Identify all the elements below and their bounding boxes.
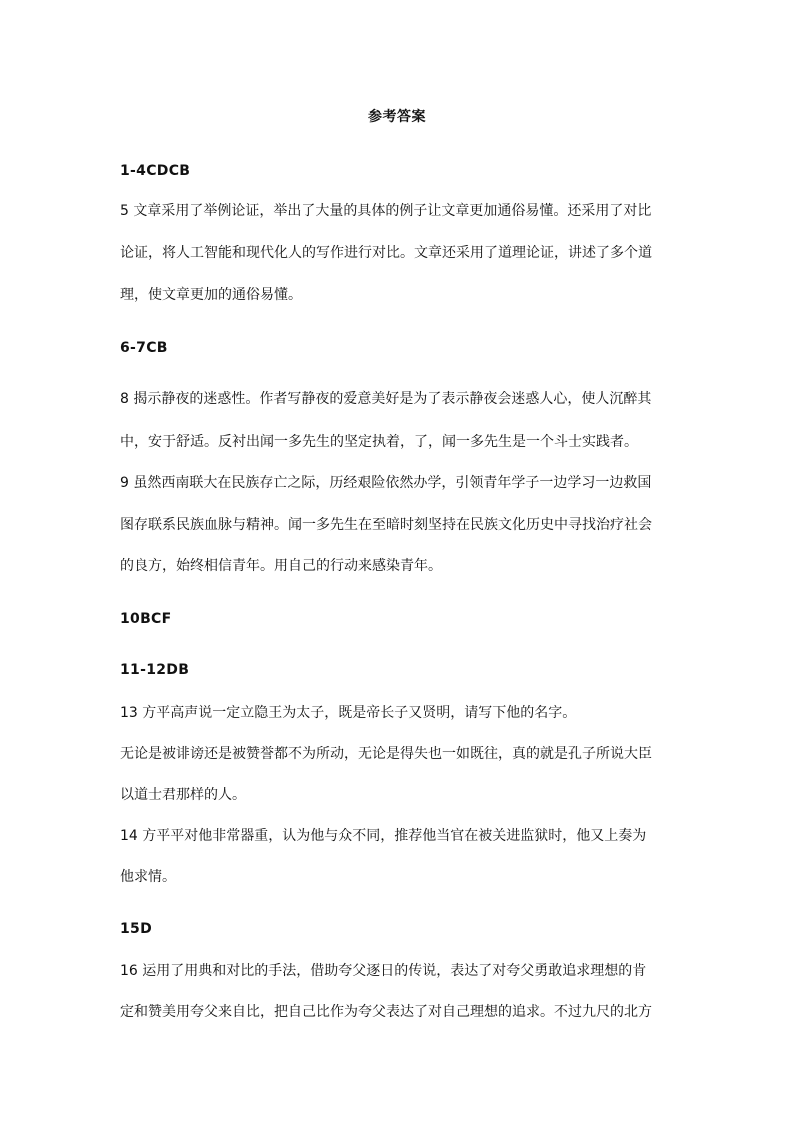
answer-line-10: 10BCF bbox=[120, 611, 172, 627]
answer-line-5-c: 理，使文章更加的通俗易懂。 bbox=[120, 287, 302, 303]
answer-line-9-b: 图存联系民族血脉与精神。闻一多先生在至暗时刻坚持在民族文化历史中寻找治疗社会 bbox=[120, 517, 652, 533]
answer-line-14-a: 14 方平平对他非常器重，认为他与众不同，推荐他当官在被关进监狱时，他又上奏为 bbox=[120, 828, 647, 844]
answer-line-5-b: 论证，将人工智能和现代化人的写作进行对比。文章还采用了道理论证，讲述了多个道 bbox=[120, 245, 652, 261]
answer-line-6-7: 6-7CB bbox=[120, 340, 168, 356]
answer-line-13-b: 无论是被诽谤还是被赞誉都不为所动，无论是得失也一如既往，真的就是孔子所说大臣 bbox=[120, 746, 652, 762]
answer-line-14-b: 他求情。 bbox=[120, 869, 176, 885]
answer-line-11-12: 11-12DB bbox=[120, 662, 190, 678]
answer-line-13-a: 13 方平高声说一定立隐王为太子，既是帝长子又贤明，请写下他的名字。 bbox=[120, 705, 577, 721]
answer-line-16-b: 定和赞美用夸父来自比，把自己比作为夸父表达了对自己理想的追求。不过九尺的北方 bbox=[120, 1004, 652, 1020]
answer-line-15: 15D bbox=[120, 921, 153, 937]
answer-line-9-c: 的良方，始终相信青年。用自己的行动来感染青年。 bbox=[120, 558, 442, 574]
page-title: 参考答案 bbox=[368, 109, 426, 125]
answer-line-8-a: 8 揭示静夜的迷惑性。作者写静夜的爱意美好是为了表示静夜会迷惑人心，使人沉醉其 bbox=[120, 391, 652, 407]
answer-line-1-4: 1-4CDCB bbox=[120, 163, 191, 179]
answer-line-9-a: 9 虽然西南联大在民族存亡之际，历经艰险依然办学，引领青年学子一边学习一边救国 bbox=[120, 475, 652, 491]
answer-line-13-c: 以道士君那样的人。 bbox=[120, 787, 246, 803]
answer-line-16-a: 16 运用了用典和对比的手法，借助夸父逐日的传说，表达了对夸父勇敢追求理想的肯 bbox=[120, 963, 647, 979]
answer-line-5-a: 5 文章采用了举例论证，举出了大量的具体的例子让文章更加通俗易懂。还采用了对比 bbox=[120, 203, 652, 219]
answer-line-8-b: 中，安于舒适。反衬出闻一多先生的坚定执着，了，闻一多先生是一个斗士实践者。 bbox=[120, 434, 638, 450]
